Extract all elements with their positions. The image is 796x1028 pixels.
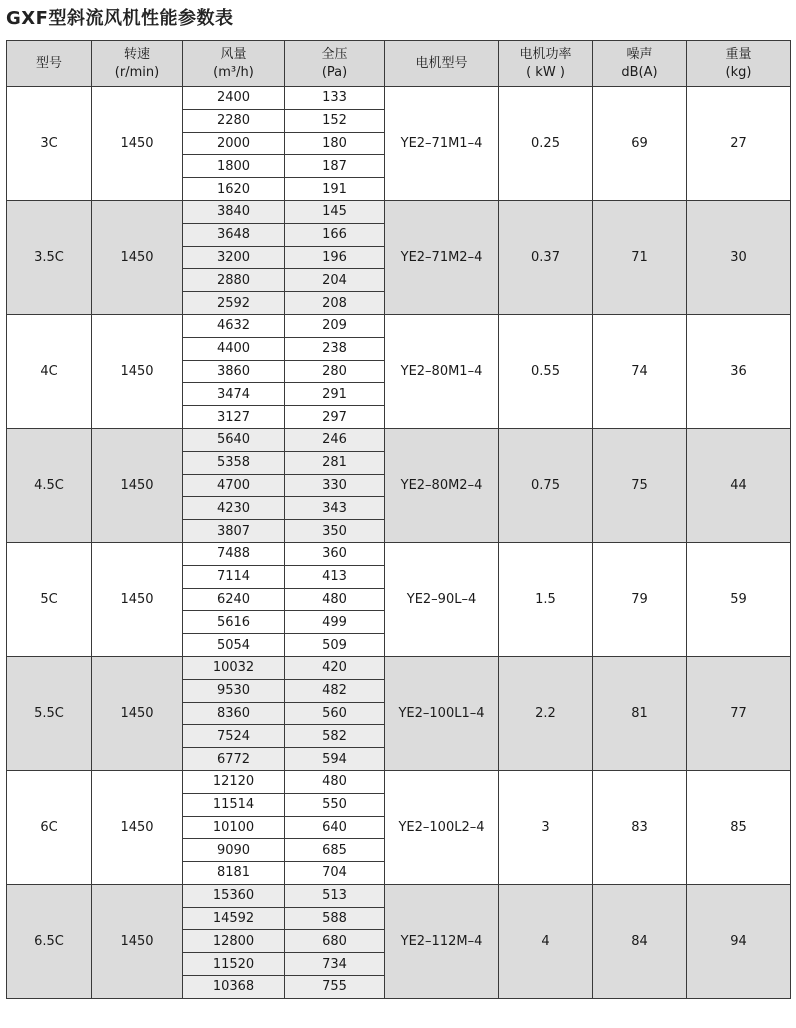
flow-cell: 3474 — [183, 383, 285, 406]
flow-cell: 3860 — [183, 360, 285, 383]
header-model: 型号 — [7, 41, 92, 87]
weight-cell: 27 — [687, 87, 791, 201]
flow-cell: 3200 — [183, 246, 285, 269]
noise-cell: 84 — [593, 884, 687, 998]
motor-power-cell: 1.5 — [499, 542, 593, 656]
motor-power-cell: 0.75 — [499, 428, 593, 542]
pressure-cell: 238 — [285, 337, 385, 360]
model-cell: 5.5C — [7, 656, 92, 770]
pressure-cell: 209 — [285, 314, 385, 337]
model-cell: 5C — [7, 542, 92, 656]
speed-cell: 1450 — [92, 314, 183, 428]
pressure-cell: 588 — [285, 907, 385, 930]
pressure-cell: 560 — [285, 702, 385, 725]
motor-model-cell: YE2–80M2–4 — [385, 428, 499, 542]
pressure-cell: 208 — [285, 292, 385, 315]
pressure-cell: 187 — [285, 155, 385, 178]
speed-cell: 1450 — [92, 428, 183, 542]
table-row — [7, 884, 791, 907]
flow-cell: 7524 — [183, 725, 285, 748]
pressure-cell: 246 — [285, 428, 385, 451]
pressure-cell: 734 — [285, 953, 385, 976]
pressure-cell: 482 — [285, 679, 385, 702]
pressure-cell: 145 — [285, 200, 385, 223]
header-motor-model: 电机型号 — [385, 41, 499, 87]
flow-cell: 2880 — [183, 269, 285, 292]
speed-cell: 1450 — [92, 884, 183, 998]
pressure-cell: 513 — [285, 884, 385, 907]
pressure-cell: 330 — [285, 474, 385, 497]
flow-cell: 5054 — [183, 634, 285, 657]
flow-cell: 7114 — [183, 565, 285, 588]
flow-cell: 4230 — [183, 497, 285, 520]
pressure-cell: 420 — [285, 656, 385, 679]
pressure-cell: 640 — [285, 816, 385, 839]
flow-cell: 11514 — [183, 793, 285, 816]
noise-cell: 75 — [593, 428, 687, 542]
flow-cell: 8360 — [183, 702, 285, 725]
header-noise: 噪声 dB(A) — [593, 41, 687, 87]
pressure-cell: 281 — [285, 451, 385, 474]
pressure-cell: 180 — [285, 132, 385, 155]
flow-cell: 1800 — [183, 155, 285, 178]
weight-cell: 85 — [687, 770, 791, 884]
motor-power-cell: 0.37 — [499, 200, 593, 314]
pressure-cell: 480 — [285, 588, 385, 611]
flow-cell: 6772 — [183, 748, 285, 771]
flow-cell: 5616 — [183, 611, 285, 634]
pressure-cell: 499 — [285, 611, 385, 634]
pressure-cell: 480 — [285, 770, 385, 793]
pressure-cell: 360 — [285, 542, 385, 565]
page-title: GXF型斜流风机性能参数表 — [6, 8, 234, 29]
fan-performance-table — [6, 40, 791, 999]
pressure-cell: 291 — [285, 383, 385, 406]
pressure-cell: 204 — [285, 269, 385, 292]
pressure-cell: 685 — [285, 839, 385, 862]
weight-cell: 94 — [687, 884, 791, 998]
header-flow: 风量 (m³/h) — [183, 41, 285, 87]
flow-cell: 3840 — [183, 200, 285, 223]
flow-cell: 6240 — [183, 588, 285, 611]
weight-cell: 44 — [687, 428, 791, 542]
noise-cell: 71 — [593, 200, 687, 314]
table-row — [7, 200, 791, 223]
motor-model-cell: YE2–112M–4 — [385, 884, 499, 998]
flow-cell: 5358 — [183, 451, 285, 474]
motor-power-cell: 0.55 — [499, 314, 593, 428]
table-row — [7, 314, 791, 337]
pressure-cell: 680 — [285, 930, 385, 953]
weight-cell: 77 — [687, 656, 791, 770]
model-cell: 6C — [7, 770, 92, 884]
flow-cell: 2000 — [183, 132, 285, 155]
speed-cell: 1450 — [92, 200, 183, 314]
header-motor-power: 电机功率 ( kW ) — [499, 41, 593, 87]
noise-cell: 79 — [593, 542, 687, 656]
pressure-cell: 191 — [285, 178, 385, 201]
flow-cell: 3648 — [183, 223, 285, 246]
header-speed: 转速 (r/min) — [92, 41, 183, 87]
pressure-cell: 582 — [285, 725, 385, 748]
pressure-cell: 133 — [285, 87, 385, 110]
flow-cell: 15360 — [183, 884, 285, 907]
weight-cell: 59 — [687, 542, 791, 656]
flow-cell: 12800 — [183, 930, 285, 953]
weight-cell: 30 — [687, 200, 791, 314]
pressure-cell: 755 — [285, 976, 385, 999]
noise-cell: 83 — [593, 770, 687, 884]
speed-cell: 1450 — [92, 656, 183, 770]
flow-cell: 12120 — [183, 770, 285, 793]
noise-cell: 81 — [593, 656, 687, 770]
model-cell: 3.5C — [7, 200, 92, 314]
pressure-cell: 297 — [285, 406, 385, 429]
motor-model-cell: YE2–71M2–4 — [385, 200, 499, 314]
pressure-cell: 166 — [285, 223, 385, 246]
pressure-cell: 152 — [285, 109, 385, 132]
motor-model-cell: YE2–90L–4 — [385, 542, 499, 656]
motor-power-cell: 4 — [499, 884, 593, 998]
pressure-cell: 550 — [285, 793, 385, 816]
pressure-cell: 704 — [285, 862, 385, 885]
header-pressure: 全压 (Pa) — [285, 41, 385, 87]
model-cell: 4.5C — [7, 428, 92, 542]
pressure-cell: 350 — [285, 520, 385, 543]
flow-cell: 7488 — [183, 542, 285, 565]
flow-cell: 2592 — [183, 292, 285, 315]
noise-cell: 69 — [593, 87, 687, 201]
table-row — [7, 770, 791, 793]
noise-cell: 74 — [593, 314, 687, 428]
model-cell: 4C — [7, 314, 92, 428]
header-weight: 重量 (kg) — [687, 41, 791, 87]
flow-cell: 10032 — [183, 656, 285, 679]
table-row — [7, 428, 791, 451]
flow-cell: 8181 — [183, 862, 285, 885]
flow-cell: 9530 — [183, 679, 285, 702]
pressure-cell: 343 — [285, 497, 385, 520]
flow-cell: 9090 — [183, 839, 285, 862]
flow-cell: 10100 — [183, 816, 285, 839]
table-row — [7, 87, 791, 110]
weight-cell: 36 — [687, 314, 791, 428]
table-row — [7, 656, 791, 679]
motor-power-cell: 2.2 — [499, 656, 593, 770]
flow-cell: 4400 — [183, 337, 285, 360]
header-row — [7, 41, 791, 87]
model-cell: 3C — [7, 87, 92, 201]
flow-cell: 2400 — [183, 87, 285, 110]
flow-cell: 10368 — [183, 976, 285, 999]
model-cell: 6.5C — [7, 884, 92, 998]
motor-model-cell: YE2–100L2–4 — [385, 770, 499, 884]
flow-cell: 11520 — [183, 953, 285, 976]
motor-model-cell: YE2–71M1–4 — [385, 87, 499, 201]
pressure-cell: 280 — [285, 360, 385, 383]
pressure-cell: 594 — [285, 748, 385, 771]
table-body — [7, 87, 791, 999]
flow-cell: 4632 — [183, 314, 285, 337]
motor-power-cell: 3 — [499, 770, 593, 884]
flow-cell: 5640 — [183, 428, 285, 451]
pressure-cell: 413 — [285, 565, 385, 588]
motor-model-cell: YE2–100L1–4 — [385, 656, 499, 770]
pressure-cell: 509 — [285, 634, 385, 657]
pressure-cell: 196 — [285, 246, 385, 269]
speed-cell: 1450 — [92, 770, 183, 884]
speed-cell: 1450 — [92, 87, 183, 201]
flow-cell: 1620 — [183, 178, 285, 201]
flow-cell: 4700 — [183, 474, 285, 497]
motor-power-cell: 0.25 — [499, 87, 593, 201]
speed-cell: 1450 — [92, 542, 183, 656]
flow-cell: 2280 — [183, 109, 285, 132]
flow-cell: 14592 — [183, 907, 285, 930]
flow-cell: 3127 — [183, 406, 285, 429]
motor-model-cell: YE2–80M1–4 — [385, 314, 499, 428]
table-row — [7, 542, 791, 565]
flow-cell: 3807 — [183, 520, 285, 543]
